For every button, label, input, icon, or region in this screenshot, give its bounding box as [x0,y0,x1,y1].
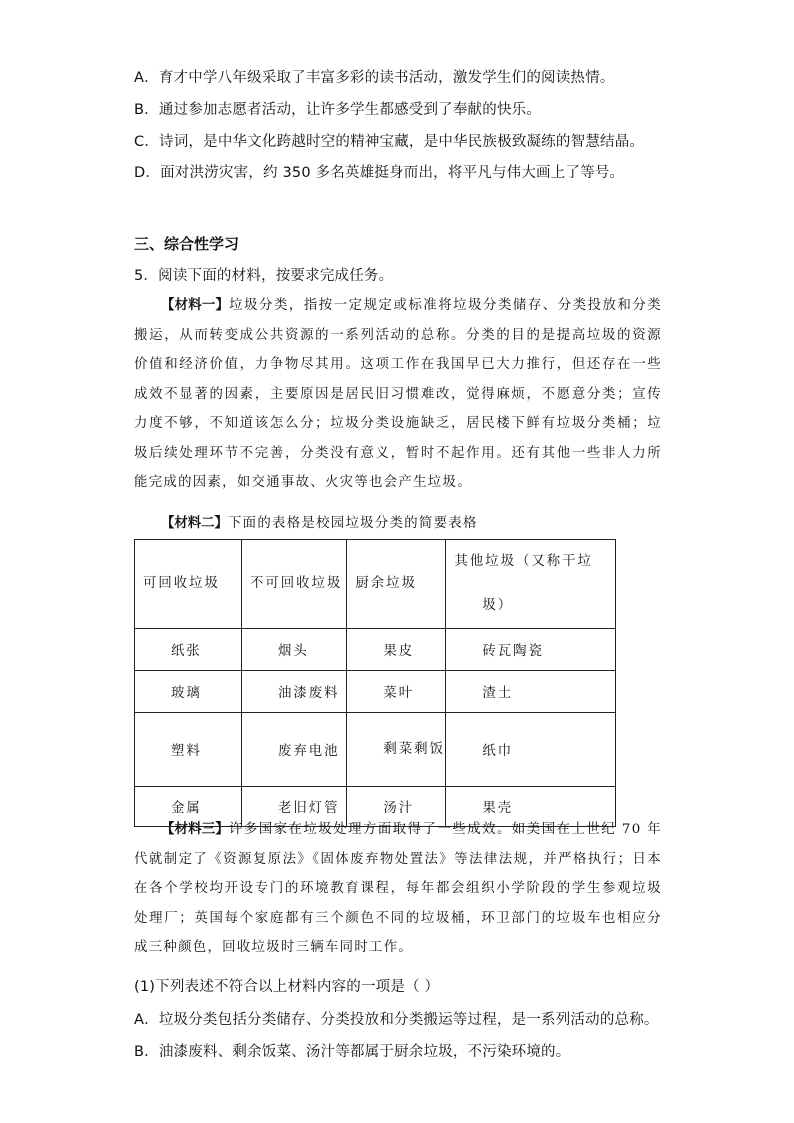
garbage-table [134,539,616,827]
option-b-top: B．通过参加志愿者活动，让许多学生都感受到了奉献的快乐。 [134,102,542,118]
header-other: 其他垃圾（又称干垃圾） [454,554,593,613]
table-cell: 纸巾 [446,713,616,787]
option-b-bottom: B．油漆废料、剩余饭菜、汤汁等都属于厨余垃圾，不污染环境的。 [134,1044,571,1060]
table-cell: 纸张 [135,629,242,671]
material-1-text: 垃圾分类，指按一定规定或标准将垃圾分类储存、分类投放和分类搬运，从而转变成公共资源的一系列活动的总称。分类的目的是提高垃圾的资源价值和经济价值，力争物尽其用。这项工作在我国早已大力推行，但还存在一些成效不显著的因素，主要原因是居民旧习惯难改，觉得麻烦，不愿意分类；宣传力度不够，不知道该怎么分；垃圾分类设施缺乏，居民楼下鲜有垃圾分类桶；垃圾后续处理环节不完善，分类没有意义，暂时不起作用。还有其他一些非人力所能完成的因素，如交通事故、火灾等也会产生垃圾。 [134,298,662,490]
table-header-cell [446,540,616,629]
material-1-tag: 【材料一】 [161,298,230,313]
material-1 [134,291,662,498]
table-cell: 果皮 [347,629,446,671]
table-cell: 果壳 [446,787,616,827]
sub-question-1: (1)下列表述不符合以上材料内容的一项是（ ） [134,979,440,995]
table-cell: 金属 [135,787,242,827]
option-c-top: C．诗词，是中华文化跨越时空的精神宝藏，是中华民族极致凝练的智慧结晶。 [134,134,645,150]
table-row [135,713,616,787]
option-a-top: A．育才中学八年级采取了丰富多彩的读书活动，激发学生们的阅读热情。 [134,70,615,86]
question-5-stem: 5．阅读下面的材料，按要求完成任务。 [134,268,394,284]
table-cell: 塑料 [135,713,242,787]
material-3-tag: 【材料三】 [161,822,229,837]
option-a-bottom: A．垃圾分类包括分类储存、分类投放和分类搬运等过程，是一系列活动的总称。 [134,1012,659,1028]
table-cell: 烟头 [242,629,347,671]
table-cell: 汤汁 [347,787,446,827]
table-cell: 渣土 [446,671,616,713]
material-3 [134,815,662,963]
header-recyclable: 可回收垃圾 [143,576,220,591]
header-kitchen: 厨余垃圾 [355,576,417,591]
material-2-text: 下面的表格是校园垃圾分类的简要表格 [227,516,478,531]
table-header-cell [242,540,347,629]
header-non-recyclable: 不可回收垃圾 [250,576,343,591]
material-3-text: 许多国家在垃圾处理方面取得了一些成效。如美国在上世纪 70 年代就制定了《资源复原法》《固体废弃物处置法》等法律法规，并严格执行；日本在各个学校均开设专门的环境教育课程，每年都会组织小学阶段的学生参观垃圾处理厂；英国每个家庭都有三个颜色不同的垃圾桶，环卫部门的垃圾车也相应分成三种颜色，回收垃圾时三辆车同时工作。 [134,822,662,955]
option-d-top: D．面对洪涝灾害，约 350 多名英雄挺身而出，将平凡与伟大画上了等号。 [134,165,625,181]
table-cell: 玻璃 [135,671,242,713]
table-header-cell [347,540,446,629]
table-cell: 菜叶 [347,671,446,713]
table-row [135,671,616,713]
section-title: 三、综合性学习 [134,235,240,253]
table-cell: 废弃电池 [242,713,347,787]
table-header-cell [135,540,242,629]
table-cell: 老旧灯管 [242,787,347,827]
material-2-tag: 【材料二】 [161,516,228,531]
material-2 [161,512,478,531]
table-header-row [135,540,616,629]
table-cell [347,713,446,787]
table-cell-text: 剩菜剩饭 [383,741,445,757]
table-cell: 砖瓦陶瓷 [446,629,616,671]
table-cell: 油漆废料 [242,671,347,713]
table-row [135,629,616,671]
